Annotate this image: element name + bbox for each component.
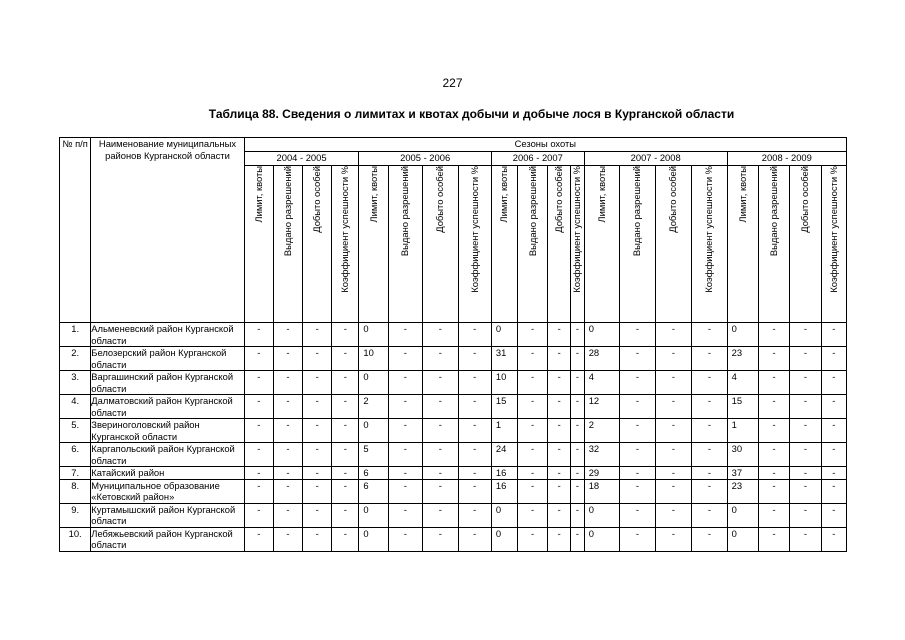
value-cell: - (758, 503, 789, 527)
subcolumn-header (790, 166, 821, 323)
value-cell: - (620, 395, 655, 419)
value-cell: - (571, 527, 585, 551)
value-cell: 6 (359, 467, 388, 480)
value-cell: 37 (727, 467, 758, 480)
value-cell: - (388, 527, 422, 551)
value-cell: - (273, 479, 302, 503)
subcolumn-header-label: Добыто особей (311, 166, 323, 233)
value-cell: - (303, 503, 332, 527)
value-cell: - (571, 395, 585, 419)
value-cell: 0 (727, 527, 758, 551)
row-number: 4. (60, 395, 91, 419)
row-number: 5. (60, 419, 91, 443)
value-cell: 0 (584, 323, 619, 347)
value-cell: - (332, 467, 359, 480)
value-cell: - (790, 503, 821, 527)
value-cell: - (423, 347, 458, 371)
table-row (60, 395, 847, 419)
value-cell: - (423, 503, 458, 527)
value-cell: 0 (491, 503, 517, 527)
value-cell: - (790, 419, 821, 443)
value-cell: - (458, 503, 491, 527)
season-header: 2008 - 2009 (727, 152, 846, 166)
value-cell: - (388, 503, 422, 527)
value-cell: - (517, 323, 547, 347)
value-cell: - (821, 467, 846, 480)
value-cell: 1 (491, 419, 517, 443)
table-row (60, 347, 847, 371)
value-cell: - (655, 347, 692, 371)
value-cell: - (332, 419, 359, 443)
value-cell: - (332, 479, 359, 503)
value-cell: - (620, 527, 655, 551)
value-cell: 28 (584, 347, 619, 371)
table-title: Таблица 88. Сведения о лимитах и квотах добычи и добыче лося в Курганской области (208, 107, 735, 121)
subcolumn-header (244, 166, 273, 323)
value-cell: - (517, 395, 547, 419)
value-cell: - (548, 527, 571, 551)
value-cell: - (458, 467, 491, 480)
subcolumn-header (423, 166, 458, 323)
table-row (60, 467, 847, 480)
table-row (60, 419, 847, 443)
value-cell: - (332, 347, 359, 371)
value-cell: 0 (584, 527, 619, 551)
value-cell: - (244, 479, 273, 503)
value-cell: - (548, 503, 571, 527)
value-cell: 16 (491, 479, 517, 503)
subcolumn-header (491, 166, 517, 323)
value-cell: - (458, 479, 491, 503)
value-cell: - (655, 467, 692, 480)
value-cell: - (273, 347, 302, 371)
season-header: 2006 - 2007 (491, 152, 584, 166)
value-cell: - (303, 419, 332, 443)
value-cell: 0 (359, 527, 388, 551)
value-cell: - (458, 395, 491, 419)
table-row (60, 503, 847, 527)
subcolumn-header (359, 166, 388, 323)
value-cell: - (244, 419, 273, 443)
value-cell: - (758, 527, 789, 551)
value-cell: - (620, 479, 655, 503)
subcolumn-header (655, 166, 692, 323)
value-cell: 2 (359, 395, 388, 419)
value-cell: - (790, 479, 821, 503)
value-cell: - (303, 323, 332, 347)
district-name: Варгашинский район Курганской области (91, 371, 244, 395)
value-cell: 15 (491, 395, 517, 419)
row-number: 6. (60, 443, 91, 467)
value-cell: - (458, 527, 491, 551)
value-cell: 10 (491, 371, 517, 395)
value-cell: - (655, 323, 692, 347)
value-cell: - (692, 419, 727, 443)
value-cell: - (388, 479, 422, 503)
value-cell: - (303, 467, 332, 480)
value-cell: - (758, 479, 789, 503)
value-cell: 1 (727, 419, 758, 443)
value-cell: - (423, 419, 458, 443)
value-cell: - (821, 395, 846, 419)
value-cell: 0 (584, 503, 619, 527)
table-row (60, 443, 847, 467)
header-district-name: Наименование муниципальных районов Курганской области (91, 138, 244, 323)
value-cell: - (517, 467, 547, 480)
value-cell: - (548, 467, 571, 480)
season-header: 2007 - 2008 (584, 152, 727, 166)
value-cell: - (303, 347, 332, 371)
subcolumn-header (548, 166, 571, 323)
table-row (60, 323, 847, 347)
value-cell: - (692, 371, 727, 395)
value-cell: - (388, 323, 422, 347)
subcolumn-header-label: Коэффициент успешности % (571, 166, 583, 293)
value-cell: - (423, 395, 458, 419)
value-cell: - (303, 479, 332, 503)
value-cell: - (388, 419, 422, 443)
subcolumn-header-label: Добыто особей (799, 166, 811, 233)
value-cell: - (423, 443, 458, 467)
value-cell: - (517, 371, 547, 395)
value-cell: 31 (491, 347, 517, 371)
subcolumn-header (758, 166, 789, 323)
value-cell: 0 (727, 323, 758, 347)
value-cell: - (388, 443, 422, 467)
subcolumn-header-label: Коэффициент успешности % (339, 166, 351, 293)
district-name: Далматовский район Курганской области (91, 395, 244, 419)
value-cell: - (273, 527, 302, 551)
page-number: 227 (442, 76, 463, 90)
value-cell: - (458, 419, 491, 443)
value-cell: - (548, 479, 571, 503)
value-cell: 32 (584, 443, 619, 467)
subcolumn-header (273, 166, 302, 323)
value-cell: - (388, 371, 422, 395)
value-cell: - (790, 443, 821, 467)
value-cell: - (571, 323, 585, 347)
value-cell: - (273, 395, 302, 419)
value-cell: - (655, 443, 692, 467)
value-cell: - (821, 443, 846, 467)
value-cell: - (571, 371, 585, 395)
value-cell: 10 (359, 347, 388, 371)
district-name: Лебяжьевский район Курганской области (91, 527, 244, 551)
district-name: Каргапольский район Курганской области (91, 443, 244, 467)
value-cell: 15 (727, 395, 758, 419)
value-cell: - (758, 467, 789, 480)
value-cell: - (571, 479, 585, 503)
value-cell: 0 (727, 503, 758, 527)
value-cell: - (571, 419, 585, 443)
value-cell: 5 (359, 443, 388, 467)
table-body (60, 323, 847, 552)
value-cell: - (273, 419, 302, 443)
value-cell: - (332, 443, 359, 467)
subcolumn-header-label: Коэффициент успешности % (703, 166, 715, 293)
row-number: 8. (60, 479, 91, 503)
subcolumn-header-label: Лимит, квоты (595, 166, 607, 223)
value-cell: - (517, 443, 547, 467)
value-cell: - (458, 371, 491, 395)
value-cell: - (458, 443, 491, 467)
value-cell: - (517, 419, 547, 443)
value-cell: - (790, 467, 821, 480)
value-cell: 0 (359, 323, 388, 347)
value-cell: - (620, 419, 655, 443)
value-cell: - (571, 467, 585, 480)
value-cell: - (388, 395, 422, 419)
value-cell: 4 (584, 371, 619, 395)
value-cell: - (790, 347, 821, 371)
value-cell: - (273, 371, 302, 395)
subcolumn-header-label: Коэффициент успешности % (468, 166, 480, 293)
value-cell: - (758, 371, 789, 395)
value-cell: - (758, 443, 789, 467)
row-number: 9. (60, 503, 91, 527)
value-cell: - (620, 467, 655, 480)
value-cell: - (273, 467, 302, 480)
row-number: 3. (60, 371, 91, 395)
subcolumn-header-label: Лимит, квоты (736, 166, 748, 223)
value-cell: - (571, 443, 585, 467)
value-cell: - (692, 467, 727, 480)
subcolumn-header-label: Добыто особей (667, 166, 679, 233)
value-cell: - (692, 503, 727, 527)
value-cell: - (821, 371, 846, 395)
subcolumn-header (517, 166, 547, 323)
value-cell: - (548, 395, 571, 419)
value-cell: - (548, 347, 571, 371)
value-cell: - (423, 323, 458, 347)
value-cell: - (692, 347, 727, 371)
value-cell: - (517, 503, 547, 527)
value-cell: - (692, 395, 727, 419)
value-cell: - (821, 347, 846, 371)
value-cell: - (423, 371, 458, 395)
subcolumn-header-label: Выдано разрешений (526, 166, 538, 257)
subcolumn-header (727, 166, 758, 323)
value-cell: - (571, 347, 585, 371)
subcolumn-header-label: Выдано разрешений (281, 166, 293, 257)
value-cell: - (244, 527, 273, 551)
value-cell: - (244, 443, 273, 467)
value-cell: - (692, 443, 727, 467)
value-cell: - (458, 347, 491, 371)
value-cell: - (332, 527, 359, 551)
subcolumn-header (692, 166, 727, 323)
value-cell: - (423, 527, 458, 551)
value-cell: - (517, 527, 547, 551)
value-cell: 0 (491, 323, 517, 347)
value-cell: 23 (727, 479, 758, 503)
value-cell: - (303, 527, 332, 551)
value-cell: 6 (359, 479, 388, 503)
value-cell: - (548, 323, 571, 347)
subcolumn-header-label: Лимит, квоты (367, 166, 379, 223)
value-cell: 24 (491, 443, 517, 467)
subcolumn-header-label: Добыто особей (434, 166, 446, 233)
value-cell: - (423, 479, 458, 503)
subcolumn-header-label: Лимит, квоты (498, 166, 510, 223)
value-cell: - (244, 323, 273, 347)
value-cell: - (548, 371, 571, 395)
subcolumn-header (571, 166, 585, 323)
header-hunting-seasons: Сезоны охоты (244, 138, 846, 152)
value-cell: - (620, 443, 655, 467)
value-cell: 0 (359, 371, 388, 395)
subcolumn-header-label: Лимит, квоты (252, 166, 264, 223)
row-number: 2. (60, 347, 91, 371)
value-cell: - (655, 371, 692, 395)
row-number: 10. (60, 527, 91, 551)
table-row (60, 527, 847, 551)
value-cell: 29 (584, 467, 619, 480)
subcolumn-header (303, 166, 332, 323)
district-name: Альменевский район Курганской области (91, 323, 244, 347)
value-cell: - (692, 527, 727, 551)
subcolumn-header (620, 166, 655, 323)
value-cell: - (620, 347, 655, 371)
value-cell: - (758, 395, 789, 419)
value-cell: - (548, 443, 571, 467)
value-cell: - (620, 503, 655, 527)
value-cell: - (758, 347, 789, 371)
value-cell: - (692, 479, 727, 503)
season-header: 2004 - 2005 (244, 152, 359, 166)
value-cell: - (458, 323, 491, 347)
value-cell: - (244, 503, 273, 527)
value-cell: - (332, 371, 359, 395)
table-row (60, 371, 847, 395)
value-cell: - (790, 323, 821, 347)
value-cell: - (548, 419, 571, 443)
moose-quota-table (59, 137, 847, 552)
row-number: 7. (60, 467, 91, 480)
value-cell: - (655, 527, 692, 551)
value-cell: - (244, 395, 273, 419)
value-cell: - (244, 347, 273, 371)
value-cell: - (517, 347, 547, 371)
value-cell: 0 (359, 503, 388, 527)
value-cell: - (388, 347, 422, 371)
table-row (60, 479, 847, 503)
district-name: Куртамышский район Курганской области (91, 503, 244, 527)
value-cell: - (655, 479, 692, 503)
value-cell: - (821, 527, 846, 551)
value-cell: - (655, 419, 692, 443)
header-number: № п/п (60, 138, 91, 323)
value-cell: - (821, 479, 846, 503)
subcolumn-header-label: Выдано разрешений (399, 166, 411, 257)
value-cell: 18 (584, 479, 619, 503)
value-cell: - (692, 323, 727, 347)
subcolumn-header (821, 166, 846, 323)
value-cell: 0 (491, 527, 517, 551)
district-name: Белозерский район Курганской области (91, 347, 244, 371)
value-cell: - (388, 467, 422, 480)
value-cell: - (273, 323, 302, 347)
value-cell: - (758, 419, 789, 443)
value-cell: - (620, 323, 655, 347)
value-cell: - (303, 395, 332, 419)
value-cell: - (620, 371, 655, 395)
value-cell: - (332, 323, 359, 347)
subcolumn-header (458, 166, 491, 323)
value-cell: - (244, 371, 273, 395)
value-cell: 30 (727, 443, 758, 467)
subcolumn-header (388, 166, 422, 323)
value-cell: - (821, 323, 846, 347)
value-cell: - (303, 371, 332, 395)
subcolumn-header (332, 166, 359, 323)
row-number: 1. (60, 323, 91, 347)
value-cell: - (655, 395, 692, 419)
value-cell: 12 (584, 395, 619, 419)
subcolumn-header (584, 166, 619, 323)
value-cell: - (655, 503, 692, 527)
value-cell: 4 (727, 371, 758, 395)
district-name: Катайский район (91, 467, 244, 480)
value-cell: - (758, 323, 789, 347)
value-cell: - (790, 527, 821, 551)
subcolumn-header-label: Выдано разрешений (631, 166, 643, 257)
subcolumn-header-label: Добыто особей (553, 166, 565, 233)
value-cell: - (517, 479, 547, 503)
value-cell: 0 (359, 419, 388, 443)
value-cell: - (790, 371, 821, 395)
value-cell: 2 (584, 419, 619, 443)
value-cell: - (332, 395, 359, 419)
value-cell: 16 (491, 467, 517, 480)
value-cell: - (821, 503, 846, 527)
subcolumn-header-label: Выдано разрешений (768, 166, 780, 257)
value-cell: - (571, 503, 585, 527)
season-header: 2005 - 2006 (359, 152, 491, 166)
value-cell: - (273, 443, 302, 467)
value-cell: - (790, 395, 821, 419)
value-cell: - (821, 419, 846, 443)
district-name: Муниципальное образование «Кетовский район» (91, 479, 244, 503)
value-cell: 23 (727, 347, 758, 371)
value-cell: - (273, 503, 302, 527)
subcolumn-header-label: Коэффициент успешности % (827, 166, 839, 293)
value-cell: - (244, 467, 273, 480)
value-cell: - (423, 467, 458, 480)
value-cell: - (332, 503, 359, 527)
value-cell: - (303, 443, 332, 467)
district-name: Звериноголовский район Курганской области (91, 419, 244, 443)
